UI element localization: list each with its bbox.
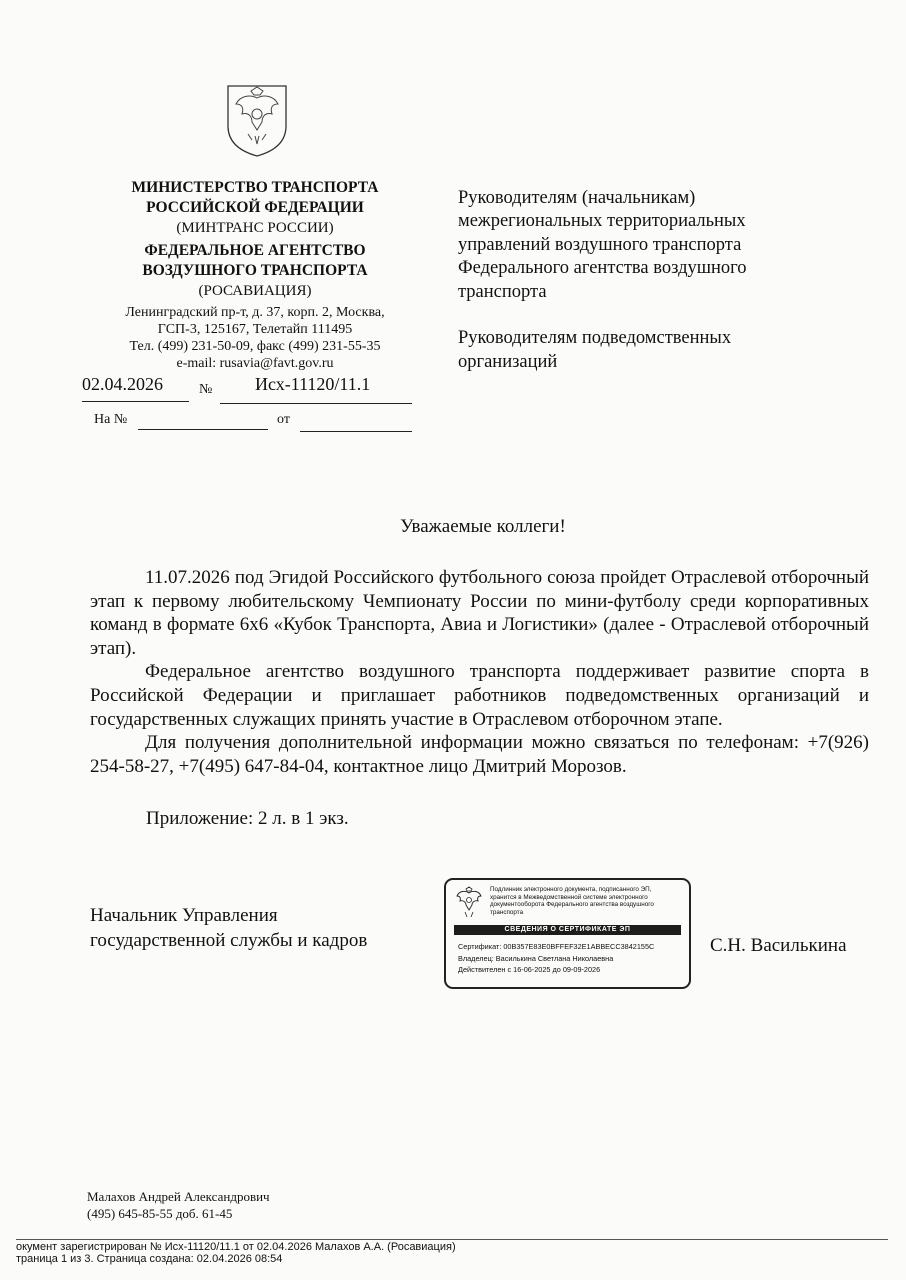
addressee-line: организаций [458,351,558,372]
ministry-name-line1: МИНИСТЕРСТВО ТРАНСПОРТА [131,179,379,196]
phone-line: Тел. (499) 231-50-09, факс (499) 231-55-35 [129,339,381,354]
reference-number-line [138,429,268,430]
addressee-line: управлений воздушного транспорта [458,234,742,255]
stamp-title-bar: СВЕДЕНИЯ О СЕРТИФИКАТЕ ЭП [454,925,681,935]
certificate-owner: Владелец: Василькина Светлана Николаевна [458,953,614,963]
ministry-name-line2: РОССИЙСКОЙ ФЕДЕРАЦИИ [146,199,364,216]
number-sign: № [199,382,213,397]
registration-date: 02.04.2026 [82,374,163,394]
executor-name: Малахов Андрей Александрович [87,1189,270,1204]
state-emblem-icon [222,78,292,158]
reference-number-label: На № [94,412,128,427]
salutation: Уважаемые коллеги! [400,516,566,537]
stamp-details [458,941,654,976]
signer-position-line1: Начальник Управления [90,905,278,926]
signer-position-line2: государственной службы и кадров [90,929,368,951]
address-line2: ГСП-3, 125167, Телетайп 111495 [157,322,353,337]
signer-name: С.Н. Василькина [710,935,847,956]
sender-header [80,178,430,372]
reference-date-label: от [277,412,290,427]
reference-date-line [300,431,412,432]
addressee-block [458,187,888,374]
certificate-validity: Действителен с 16-06-2025 до 09-09-2026 [458,965,601,974]
agency-abbr: (РОСАВИАЦИЯ) [198,283,312,299]
stamp-header-line: Подлинник электронного документа, подписанного ЭП, [490,886,652,893]
addressee-line: Руководителям (начальникам) [458,188,696,208]
addressee-line: транспорта [458,281,547,302]
agency-name-line1: ФЕДЕРАЛЬНОЕ АГЕНТСТВО [144,242,366,259]
stamp-emblem-icon [454,885,484,923]
stamp-header-line: хранится в Межведомственной системе электронного [490,893,648,901]
attachment-note: Приложение: 2 л. в 1 экз. [146,808,349,829]
ministry-abbr: (МИНТРАНС РОССИИ) [176,220,334,236]
number-underline [220,403,412,404]
addressee-line: Руководителям подведомственных [458,328,732,349]
agency-name-line2: ВОЗДУШНОГО ТРАНСПОРТА [142,262,368,279]
body-paragraph: Федеральное агентство воздушного транспорта поддерживает развитие спорта в Российской Федерации и приглашает работников подведомственных организаций и государственных служащих принять участие в Отраслевом отборочном этапе. [90,661,869,730]
footer-line1: окумент зарегистрирован № Исх-11120/11.1 от 02.04.2026 Малахов А.А. (Росавиация) [16,1241,456,1253]
letter-body [90,566,869,778]
registration-footer [16,1241,456,1265]
addressee-line: межрегиональных территориальных [458,211,746,232]
executor-phone: (495) 645-85-55 доб. 61-45 [87,1206,233,1221]
stamp-header-line: транспорта [490,908,524,916]
certificate-serial: Сертификат: 00B357E83E0BFFEF32E1ABBECC3842155C [458,942,655,951]
signer-position [90,904,367,953]
body-paragraph: Для получения дополнительной информации можно связаться по телефонам: +7(926) 254-58-27, +7(495) 647-84-04, контактное лицо Дмитрий Морозов. [90,732,869,777]
email-line: e-mail: rusavia@favt.gov.ru [176,356,334,371]
stamp-header [490,886,686,916]
addressee-line: Федерального агентства воздушного [458,258,747,279]
body-paragraph: 11.07.2026 под Эгидой Российского футбольного союза пройдет Отраслевой отборочный этап к первому любительскому Чемпионату России по мини-футболу среди корпоративных команд в формате 6х6 «Кубок Транспорта, Авиа и Логистики» (далее - Отраслевой отборочный этап). [90,567,869,659]
footer-divider [16,1239,888,1240]
address-line1: Ленинградский пр-т, д. 37, корп. 2, Москва, [125,305,385,320]
executor-info [87,1188,270,1222]
registration-number: Исх-11120/11.1 [255,374,371,394]
footer-line2: траница 1 из 3. Страница создана: 02.04.2026 08:54 [16,1253,283,1265]
e-signature-stamp [444,878,691,989]
stamp-header-line: документооборота Федерального агентства воздушного [490,901,654,908]
date-underline [82,401,189,402]
